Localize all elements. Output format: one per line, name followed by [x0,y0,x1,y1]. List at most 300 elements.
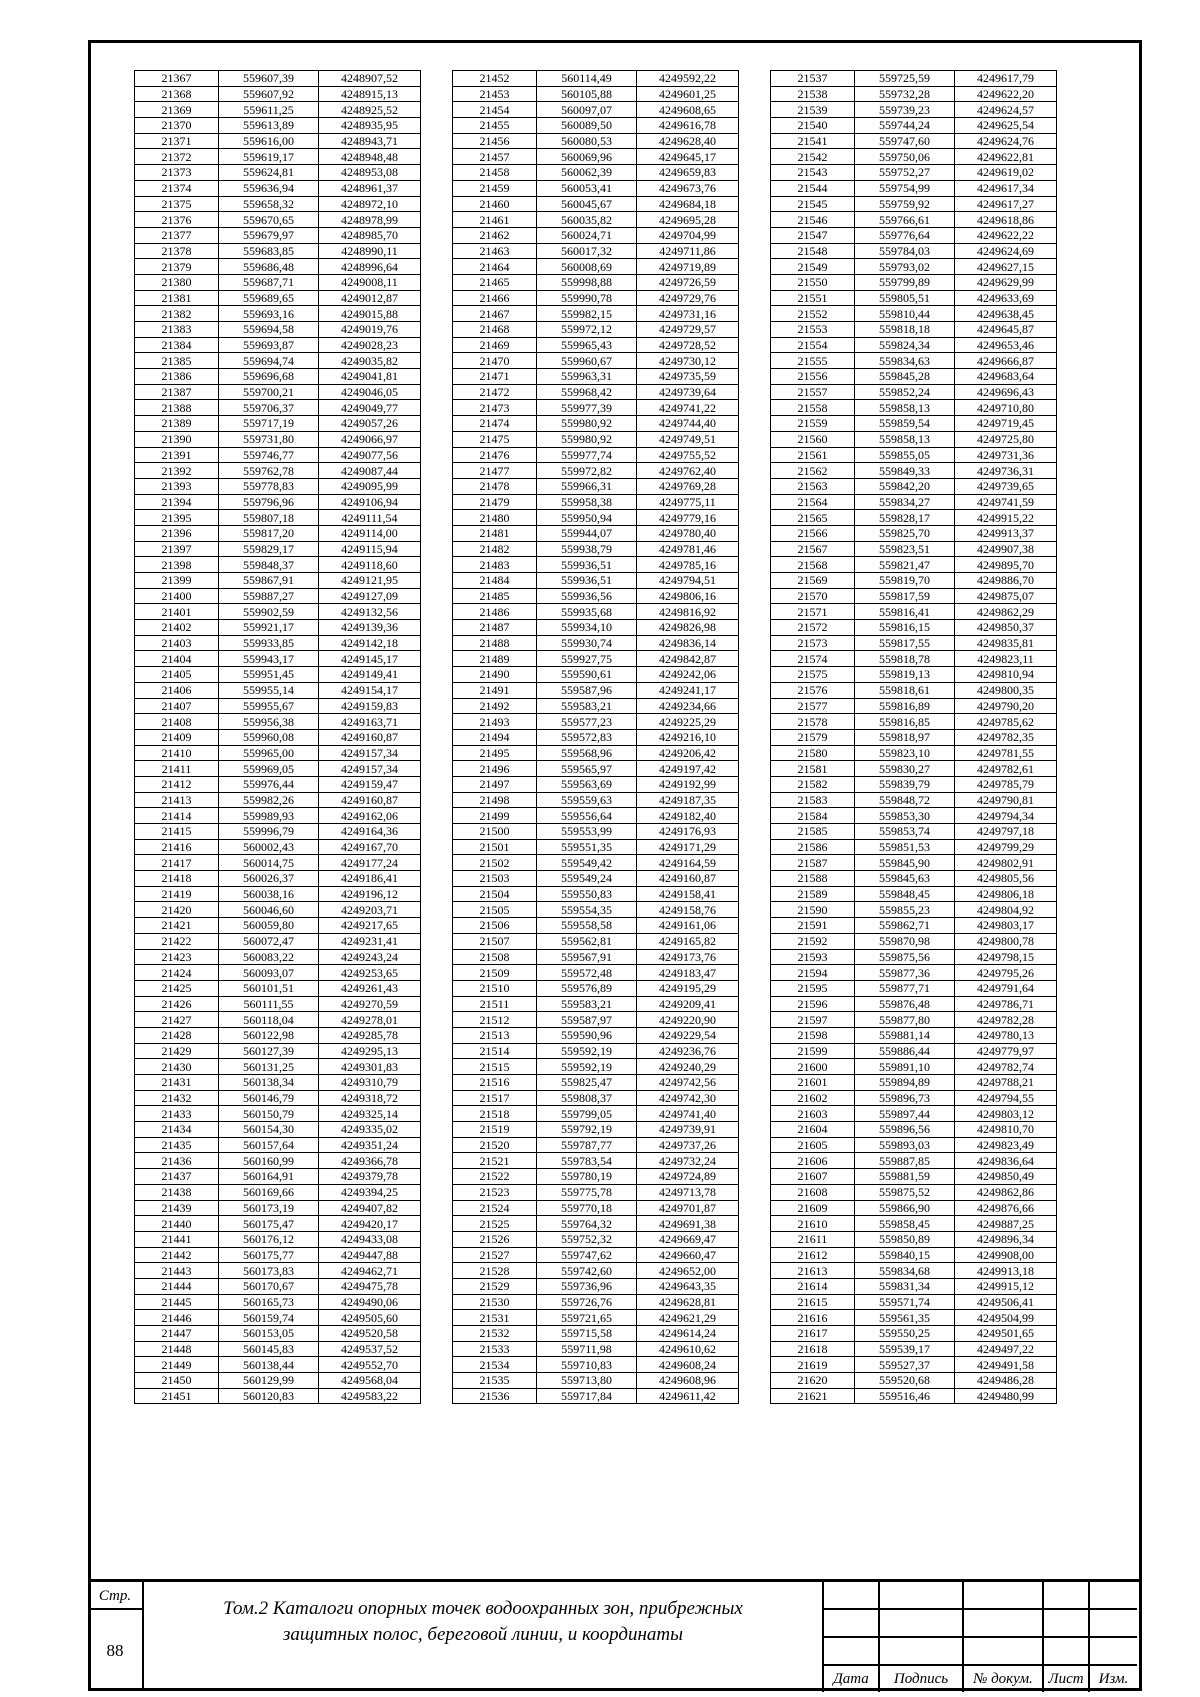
point-id: 21479 [453,494,537,510]
x-coordinate: 560059,80 [219,918,319,934]
point-id: 21612 [771,1247,855,1263]
y-coordinate: 4249295,13 [319,1043,421,1059]
table-row [135,1263,421,1279]
y-coordinate: 4249127,09 [319,588,421,604]
y-coordinate: 4249713,78 [637,1184,739,1200]
x-coordinate: 559694,74 [219,353,319,369]
x-coordinate: 559550,25 [855,1326,955,1342]
y-coordinate: 4249673,76 [637,180,739,196]
point-id: 21552 [771,306,855,322]
y-coordinate: 4249810,70 [955,1122,1057,1138]
table-row [453,1122,739,1138]
x-coordinate: 559520,68 [855,1373,955,1389]
table-row [453,1310,739,1326]
point-id: 21548 [771,243,855,259]
table-row [453,714,739,730]
x-coordinate: 559965,43 [537,337,637,353]
point-id: 21543 [771,165,855,181]
table-row [453,918,739,934]
x-coordinate: 559587,96 [537,682,637,698]
table-row [771,714,1057,730]
x-coordinate: 559998,88 [537,274,637,290]
table-row [771,729,1057,745]
sig-cell [823,1582,879,1609]
y-coordinate: 4249608,65 [637,102,739,118]
x-coordinate: 559852,24 [855,384,955,400]
point-id: 21459 [453,180,537,196]
sig-cell [823,1609,879,1637]
point-id: 21611 [771,1231,855,1247]
table-row [771,149,1057,165]
table-row [453,133,739,149]
table-row [771,274,1057,290]
x-coordinate: 559887,85 [855,1153,955,1169]
table-row [771,1106,1057,1122]
x-coordinate: 559725,59 [855,71,955,87]
point-id: 21368 [135,86,219,102]
point-id: 21451 [135,1388,219,1404]
x-coordinate: 559562,81 [537,933,637,949]
table-row [453,1137,739,1153]
point-id: 21528 [453,1263,537,1279]
y-coordinate: 4249197,42 [637,761,739,777]
y-coordinate: 4249876,66 [955,1200,1057,1216]
x-coordinate: 559636,94 [219,180,319,196]
y-coordinate: 4249797,18 [955,824,1057,840]
y-coordinate: 4249142,18 [319,635,421,651]
x-coordinate: 559693,16 [219,306,319,322]
x-coordinate: 559921,17 [219,620,319,636]
table-row [135,149,421,165]
x-coordinate: 559972,82 [537,463,637,479]
point-id: 21440 [135,1216,219,1232]
point-id: 21558 [771,400,855,416]
table-row [453,745,739,761]
x-coordinate: 559902,59 [219,604,319,620]
table-row [135,447,421,463]
table-row [453,1216,739,1232]
table-row [453,839,739,855]
y-coordinate: 4248935,95 [319,118,421,134]
point-id: 21615 [771,1294,855,1310]
y-coordinate: 4249325,14 [319,1106,421,1122]
point-id: 21397 [135,541,219,557]
y-coordinate: 4248978,99 [319,212,421,228]
sig-cell [879,1582,963,1609]
table-row [453,212,739,228]
y-coordinate: 4249823,11 [955,651,1057,667]
x-coordinate: 559717,19 [219,416,319,432]
y-coordinate: 4249095,99 [319,478,421,494]
table-row [771,776,1057,792]
y-coordinate: 4249762,40 [637,463,739,479]
table-row [771,1153,1057,1169]
x-coordinate: 559845,63 [855,871,955,887]
x-coordinate: 559990,78 [537,290,637,306]
table-row [771,792,1057,808]
point-id: 21416 [135,839,219,855]
y-coordinate: 4249592,22 [637,71,739,87]
y-coordinate: 4249614,24 [637,1326,739,1342]
y-coordinate: 4249736,31 [955,463,1057,479]
table-row [135,1137,421,1153]
point-id: 21574 [771,651,855,667]
x-coordinate: 559658,32 [219,196,319,212]
x-coordinate: 559590,61 [537,667,637,683]
y-coordinate: 4249486,28 [955,1373,1057,1389]
point-id: 21501 [453,839,537,855]
point-id: 21445 [135,1294,219,1310]
x-coordinate: 560153,05 [219,1326,319,1342]
point-id: 21586 [771,839,855,855]
y-coordinate: 4249617,27 [955,196,1057,212]
x-coordinate: 559818,78 [855,651,955,667]
table-row [453,604,739,620]
x-coordinate: 559571,74 [855,1294,955,1310]
x-coordinate: 559549,42 [537,855,637,871]
point-id: 21510 [453,980,537,996]
table-row [453,761,739,777]
y-coordinate: 4249480,99 [955,1388,1057,1404]
x-coordinate: 559687,71 [219,274,319,290]
table-row [771,745,1057,761]
x-coordinate: 559982,15 [537,306,637,322]
table-row [771,980,1057,996]
point-id: 21376 [135,212,219,228]
table-row [771,463,1057,479]
y-coordinate: 4249552,70 [319,1357,421,1373]
x-coordinate: 560118,04 [219,1012,319,1028]
y-coordinate: 4249836,14 [637,635,739,651]
x-coordinate: 559855,23 [855,902,955,918]
x-coordinate: 559927,75 [537,651,637,667]
table-row [135,369,421,385]
y-coordinate: 4249447,88 [319,1247,421,1263]
table-row [453,196,739,212]
table-row [135,1294,421,1310]
table-row [453,620,739,636]
x-coordinate: 560146,79 [219,1090,319,1106]
point-id: 21424 [135,965,219,981]
x-coordinate: 559583,21 [537,698,637,714]
point-id: 21524 [453,1200,537,1216]
y-coordinate: 4249886,70 [955,573,1057,589]
x-coordinate: 559956,38 [219,714,319,730]
footer-label-date: Дата [823,1665,879,1692]
x-coordinate: 560038,16 [219,886,319,902]
y-coordinate: 4249192,99 [637,776,739,792]
y-coordinate: 4249779,16 [637,510,739,526]
point-id: 21393 [135,478,219,494]
y-coordinate: 4249624,76 [955,133,1057,149]
document-title-line-2: защитных полос, береговой линии, и координаты [282,1624,683,1645]
point-id: 21604 [771,1122,855,1138]
table-row [453,71,739,87]
y-coordinate: 4249739,64 [637,384,739,400]
table-row [453,1169,739,1185]
table-row [771,635,1057,651]
x-coordinate: 559700,21 [219,384,319,400]
y-coordinate: 4249741,22 [637,400,739,416]
point-id: 21387 [135,384,219,400]
x-coordinate: 559858,45 [855,1216,955,1232]
point-id: 21567 [771,541,855,557]
y-coordinate: 4249318,72 [319,1090,421,1106]
y-coordinate: 4249732,24 [637,1153,739,1169]
x-coordinate: 560160,99 [219,1153,319,1169]
table-row [771,494,1057,510]
point-id: 21485 [453,588,537,604]
point-id: 21403 [135,635,219,651]
y-coordinate: 4249790,20 [955,698,1057,714]
y-coordinate: 4249611,42 [637,1388,739,1404]
table-row [453,1341,739,1357]
y-coordinate: 4249802,91 [955,855,1057,871]
y-coordinate: 4249785,16 [637,557,739,573]
table-row [453,1247,739,1263]
y-coordinate: 4249121,95 [319,573,421,589]
point-id: 21400 [135,588,219,604]
x-coordinate: 559747,60 [855,133,955,149]
sig-cell [1089,1609,1137,1637]
point-id: 21572 [771,620,855,636]
y-coordinate: 4249780,13 [955,1027,1057,1043]
y-coordinate: 4249660,47 [637,1247,739,1263]
y-coordinate: 4249157,34 [319,761,421,777]
y-coordinate: 4249781,55 [955,745,1057,761]
point-id: 21603 [771,1106,855,1122]
table-row [771,949,1057,965]
y-coordinate: 4249627,15 [955,259,1057,275]
table-row [135,1184,421,1200]
y-coordinate: 4249730,12 [637,353,739,369]
x-coordinate: 559936,51 [537,557,637,573]
table-row [453,588,739,604]
x-coordinate: 559982,26 [219,792,319,808]
point-id: 21568 [771,557,855,573]
y-coordinate: 4249704,99 [637,227,739,243]
y-coordinate: 4248925,52 [319,102,421,118]
table-row [453,1200,739,1216]
x-coordinate: 559706,37 [219,400,319,416]
table-row [453,1326,739,1342]
x-coordinate: 560097,07 [537,102,637,118]
y-coordinate: 4249160,87 [319,729,421,745]
table-row [135,714,421,730]
x-coordinate: 560080,53 [537,133,637,149]
y-coordinate: 4249769,28 [637,478,739,494]
x-coordinate: 559848,72 [855,792,955,808]
table-row [135,1341,421,1357]
point-id: 21607 [771,1169,855,1185]
y-coordinate: 4249666,87 [955,353,1057,369]
table-row [771,1263,1057,1279]
point-id: 21444 [135,1278,219,1294]
x-coordinate: 559683,85 [219,243,319,259]
x-coordinate: 559934,10 [537,620,637,636]
table-row [135,824,421,840]
point-id: 21619 [771,1357,855,1373]
table-row [771,71,1057,87]
y-coordinate: 4249132,56 [319,604,421,620]
point-id: 21395 [135,510,219,526]
x-coordinate: 559891,10 [855,1059,955,1075]
y-coordinate: 4249643,35 [637,1278,739,1294]
table-row [771,353,1057,369]
y-coordinate: 4249622,22 [955,227,1057,243]
y-coordinate: 4249659,83 [637,165,739,181]
point-id: 21605 [771,1137,855,1153]
y-coordinate: 4249177,24 [319,855,421,871]
x-coordinate: 559551,35 [537,839,637,855]
point-id: 21496 [453,761,537,777]
point-id: 21396 [135,525,219,541]
y-coordinate: 4249810,94 [955,667,1057,683]
table-row [771,824,1057,840]
point-id: 21575 [771,667,855,683]
x-coordinate: 559568,96 [537,745,637,761]
table-row [453,274,739,290]
point-id: 21466 [453,290,537,306]
x-coordinate: 559759,92 [855,196,955,212]
point-id: 21498 [453,792,537,808]
x-coordinate: 560017,32 [537,243,637,259]
point-id: 21405 [135,667,219,683]
y-coordinate: 4249850,49 [955,1169,1057,1185]
y-coordinate: 4249786,71 [955,996,1057,1012]
x-coordinate: 559810,44 [855,306,955,322]
table-row [771,1184,1057,1200]
y-coordinate: 4249087,44 [319,463,421,479]
table-row [135,1310,421,1326]
x-coordinate: 559710,83 [537,1357,637,1373]
point-id: 21514 [453,1043,537,1059]
page-label: Стр. [88,1582,144,1610]
y-coordinate: 4249351,24 [319,1137,421,1153]
point-id: 21570 [771,588,855,604]
point-id: 21531 [453,1310,537,1326]
x-coordinate: 559516,46 [855,1388,955,1404]
point-id: 21539 [771,102,855,118]
table-row [135,243,421,259]
y-coordinate: 4249800,35 [955,682,1057,698]
point-id: 21583 [771,792,855,808]
point-id: 21529 [453,1278,537,1294]
x-coordinate: 559876,48 [855,996,955,1012]
y-coordinate: 4249240,29 [637,1059,739,1075]
x-coordinate: 559858,13 [855,400,955,416]
table-row [771,541,1057,557]
table-row [771,1090,1057,1106]
y-coordinate: 4249728,52 [637,337,739,353]
y-coordinate: 4249701,87 [637,1200,739,1216]
table-row [771,290,1057,306]
y-coordinate: 4249504,99 [955,1310,1057,1326]
point-id: 21409 [135,729,219,745]
table-row [135,729,421,745]
point-id: 21412 [135,776,219,792]
y-coordinate: 4249173,76 [637,949,739,965]
y-coordinate: 4248996,64 [319,259,421,275]
x-coordinate: 560138,34 [219,1075,319,1091]
x-coordinate: 559936,56 [537,588,637,604]
y-coordinate: 4249799,29 [955,839,1057,855]
y-coordinate: 4249742,30 [637,1090,739,1106]
sig-cell [879,1637,963,1665]
point-id: 21527 [453,1247,537,1263]
point-id: 21536 [453,1388,537,1404]
table-row [135,1153,421,1169]
table-row [135,980,421,996]
x-coordinate: 559830,27 [855,761,955,777]
y-coordinate: 4249782,28 [955,1012,1057,1028]
x-coordinate: 559556,64 [537,808,637,824]
y-coordinate: 4249782,61 [955,761,1057,777]
table-row [453,369,739,385]
y-coordinate: 4249842,87 [637,651,739,667]
point-id: 21414 [135,808,219,824]
point-id: 21421 [135,918,219,934]
point-id: 21495 [453,745,537,761]
x-coordinate: 559717,84 [537,1388,637,1404]
table-row [453,667,739,683]
point-id: 21512 [453,1012,537,1028]
table-row [135,792,421,808]
x-coordinate: 559834,63 [855,353,955,369]
document-title-line-1: Том.2 Каталоги опорных точек водоохранных зон, прибрежных [223,1598,743,1619]
x-coordinate: 559831,34 [855,1278,955,1294]
point-id: 21461 [453,212,537,228]
x-coordinate: 559816,41 [855,604,955,620]
x-coordinate: 560072,47 [219,933,319,949]
y-coordinate: 4249788,21 [955,1075,1057,1091]
x-coordinate: 559565,97 [537,761,637,777]
x-coordinate: 560046,60 [219,902,319,918]
x-coordinate: 559849,33 [855,463,955,479]
table-row [453,478,739,494]
x-coordinate: 560173,83 [219,1263,319,1279]
table-row [453,808,739,824]
y-coordinate: 4249176,93 [637,824,739,840]
table-row [135,353,421,369]
x-coordinate: 559938,79 [537,541,637,557]
table-row [771,871,1057,887]
table-row [771,1278,1057,1294]
point-id: 21598 [771,1027,855,1043]
table-row [135,1326,421,1342]
point-id: 21383 [135,322,219,338]
point-id: 21420 [135,902,219,918]
x-coordinate: 559775,78 [537,1184,637,1200]
point-id: 21585 [771,824,855,840]
y-coordinate: 4249186,41 [319,871,421,887]
y-coordinate: 4249782,74 [955,1059,1057,1075]
x-coordinate: 559894,89 [855,1075,955,1091]
x-coordinate: 559845,28 [855,369,955,385]
y-coordinate: 4249826,98 [637,620,739,636]
x-coordinate: 559896,56 [855,1122,955,1138]
table-row [135,510,421,526]
x-coordinate: 559619,17 [219,149,319,165]
point-id: 21439 [135,1200,219,1216]
point-id: 21602 [771,1090,855,1106]
y-coordinate: 4249741,59 [955,494,1057,510]
x-coordinate: 559848,37 [219,557,319,573]
y-coordinate: 4249749,51 [637,431,739,447]
document-title [150,1596,816,1648]
y-coordinate: 4249729,57 [637,322,739,338]
point-id: 21538 [771,86,855,102]
